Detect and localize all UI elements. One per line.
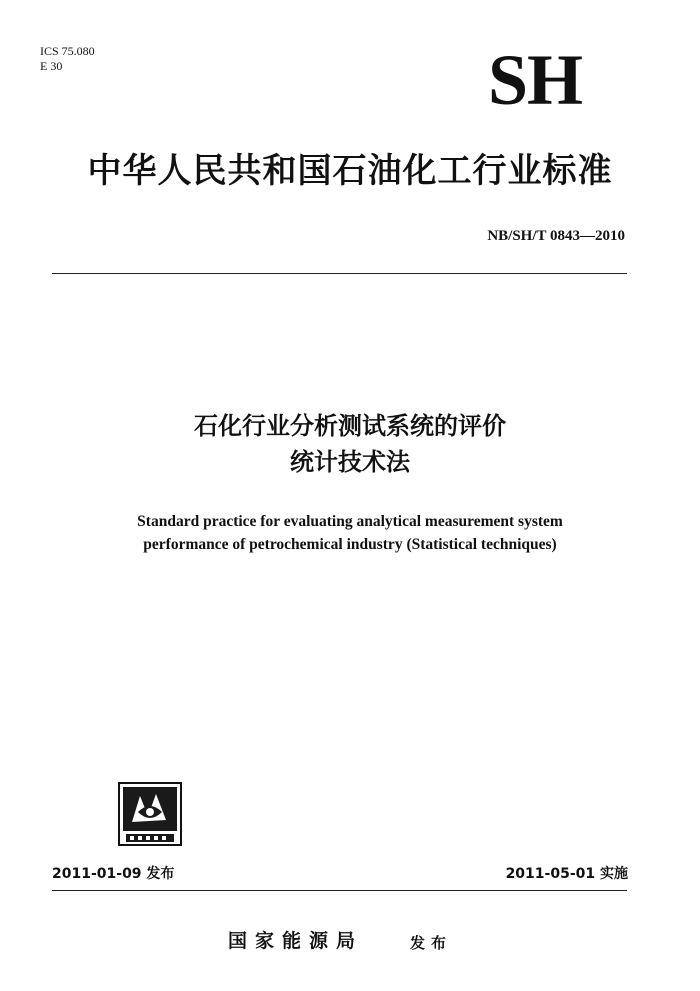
english-title [40,510,660,556]
standard-mark: SH [487,40,583,120]
chinese-title-line-2: 统计技术法 [290,448,410,476]
standard-title: 中华人民共和国石油化工行业标准 [87,151,613,191]
implementation-date: 2011-05-01 实施 [505,866,628,882]
english-title-line-1: Standard practice for evaluating analytical measurement system [137,513,563,530]
bottom-divider [52,890,627,891]
english-title-line-2: performance of petrochemical industry (Statistical techniques) [143,536,557,553]
publisher-seal-graphic [118,782,182,846]
standard-number: NB/SH/T 0843—2010 [487,228,625,244]
issue-date: 2011-01-09 发布 [52,866,175,882]
ccs-code: E 30 [40,59,63,73]
issue-label: 发布 [410,934,453,952]
classification-codes [40,44,95,74]
top-divider [52,273,627,274]
publisher-seal-icon [118,782,182,846]
chinese-title-line-1: 石化行业分析测试系统的评价 [194,412,506,440]
issuing-authority: 国家能源局 [228,930,364,952]
ics-code: ICS 75.080 [40,44,95,58]
chinese-title [40,408,660,480]
